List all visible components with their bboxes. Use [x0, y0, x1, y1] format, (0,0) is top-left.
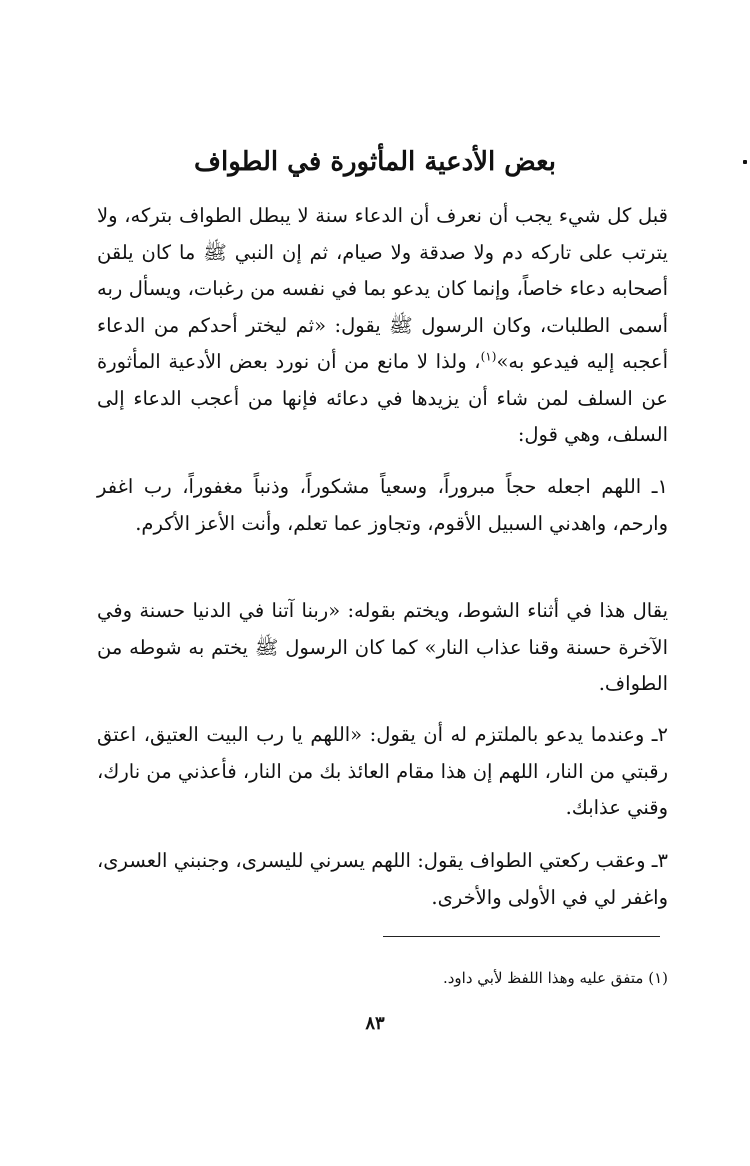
footnote: (١) متفق عليه وهذا اللفظ لأبي داود.: [442, 969, 668, 987]
margin-dot: [743, 160, 747, 164]
paragraph-dua-3: ٣ـ وعقب ركعتي الطواف يقول: اللهم يسرني لليسرى، وجنبني العسرى، واغفر لي في الأولى والأخرى.: [97, 849, 668, 909]
paragraph-intro: [97, 198, 668, 454]
paragraph-intro-continuation: ، ولذا لا مانع من أن نورد بعض الأدعية المأثورة عن السلف لمن شاء أن يزيدها في دعائه فإنها من أعجب الدعاء إلى السلف، وهي قول:: [97, 350, 668, 446]
page-title: بعض الأدعية المأثورة في الطواف: [194, 147, 556, 177]
paragraph-dua-2: ٢ـ وعندما يدعو بالملتزم له أن يقول: «اللهم يا رب البيت العتيق، اعتق رقبتي من النار، اللهم إن هذا مقام العائذ بك من النار، فأعذني من نارك، وقني عذابك.: [97, 723, 668, 819]
paragraph-shawt-ending: يقال هذا في أثناء الشوط، ويختم بقوله: «ربنا آتنا في الدنيا حسنة وفي الآخرة حسنة وقنا عذاب النار» كما كان الرسول ﷺ يختم به شوطه من الطواف.: [97, 599, 668, 695]
page-number: ٨٣: [365, 1013, 385, 1034]
paragraph-dua-1: ١ـ اللهم اجعله حجاً مبروراً، وسعياً مشكوراً، وذنباً مغفوراً، رب اغفر وارحم، واهدني السبيل الأقوم، وتجاوز عما تعلم، وأنت الأعز الأكرم.: [97, 475, 668, 535]
paragraph-intro-text: قبل كل شيء يجب أن نعرف أن الدعاء سنة لا يبطل الطواف بتركه، ولا يترتب على تاركه دم ولا صدقة ولا صيام، ثم إن النبي ﷺ ما كان يلقن أصحابه دعاء خاصاً، وإنما كان يدعو بما في نفسه من رغبات، ويسأل ربه أسمى الطلبات، وكان الرسول ﷺ يقول: «ثم ليختر أحدكم من الدعاء أعجبه إليه فيدعو به»: [97, 204, 668, 373]
footnote-reference: (١): [480, 349, 497, 364]
footnote-divider: [383, 936, 660, 937]
